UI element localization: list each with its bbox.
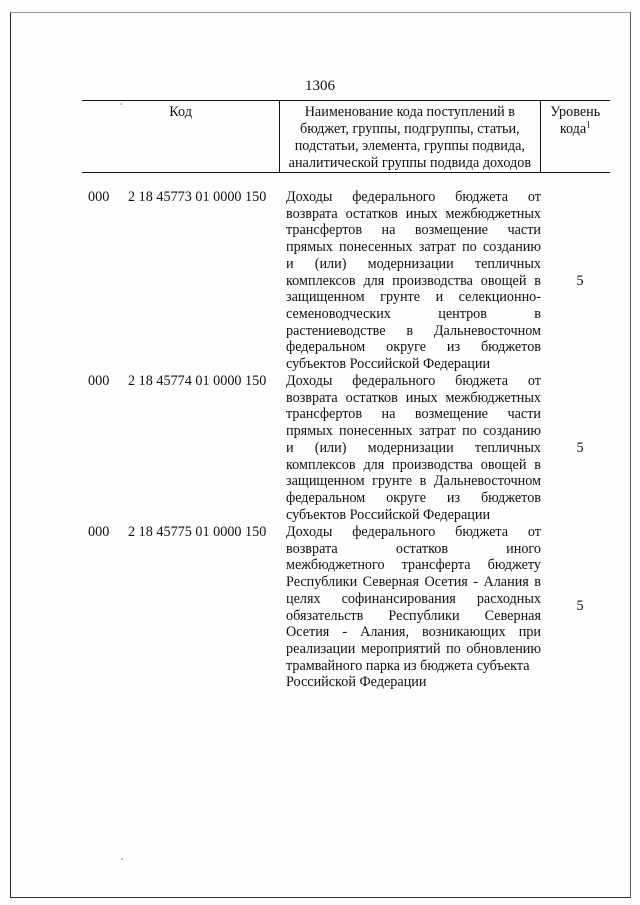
admin-code: 000: [88, 524, 110, 540]
code-level: 5: [576, 273, 584, 289]
income-code: 2 18 45773 01 0000 150: [128, 189, 267, 205]
description-line: Осетия - Алания, возникающих при: [286, 624, 541, 641]
income-description: [286, 373, 541, 523]
description-line: возврата остатков иных межбюджетных: [286, 389, 541, 406]
income-description: [286, 524, 541, 691]
description-line: Доходы федерального бюджета от: [286, 373, 541, 389]
description-line: целях софинансирования расходных: [286, 590, 541, 607]
description-line: и (или) модернизации тепличных: [286, 439, 541, 456]
description-line: прямых понесенных затрат по созданию: [286, 423, 541, 440]
description-line: трансфертов на возмещение части: [286, 406, 541, 423]
income-description: [286, 189, 541, 373]
admin-code: 000: [88, 189, 110, 205]
description-line: трамвайного парка из бюджета субъекта: [286, 657, 530, 674]
header-name-line: подстатьи, элемента, группы подвида,: [294, 138, 525, 154]
income-code: 2 18 45775 01 0000 150: [128, 524, 267, 540]
description-line: Доходы федерального бюджета от: [286, 189, 541, 205]
header-code: Код: [82, 101, 280, 173]
header-name: [280, 101, 540, 173]
description-line: федеральном округе из бюджетов: [286, 339, 541, 356]
table-header: [82, 100, 610, 173]
code-level: 5: [576, 440, 584, 456]
header-name-line: аналитической группы подвида доходов: [288, 155, 532, 171]
header-level-line1: Уровень: [550, 104, 601, 120]
header-level: [540, 101, 610, 173]
description-line: межбюджетного трансферта бюджету: [286, 557, 541, 574]
description-line: семеноводческих центров в: [286, 305, 541, 322]
description-line: растениеводстве в Дальневосточном: [286, 322, 541, 339]
description-line: защищенном грунте в Дальневосточном: [286, 473, 541, 490]
description-line: федеральном округе из бюджетов: [286, 489, 541, 506]
scan-speck: [121, 858, 123, 860]
description-line: комплексов для производства овощей в: [286, 272, 541, 289]
description-line: Российской Федерации: [286, 674, 427, 691]
footnote-mark: 1: [586, 119, 591, 130]
header-level-line2: кода: [559, 121, 587, 137]
description-line: субъектов Российской Федерации: [286, 356, 491, 373]
description-line: возврата остатков иного: [286, 540, 541, 557]
description-line: и (или) модернизации тепличных: [286, 255, 541, 272]
header-name-line: бюджет, группы, подгруппы, статьи,: [300, 121, 520, 137]
description-line: защищенном грунте и селекционно-: [286, 289, 541, 306]
description-line: возврата остатков иных межбюджетных: [286, 205, 541, 222]
description-line: Республики Северная Осетия - Алания в: [286, 574, 541, 591]
page-number: 1306: [305, 78, 335, 94]
description-line: прямых понесенных затрат по созданию: [286, 239, 541, 256]
description-line: трансфертов на возмещение части: [286, 222, 541, 239]
description-line: комплексов для производства овощей в: [286, 456, 541, 473]
admin-code: 000: [88, 373, 110, 389]
code-level: 5: [576, 598, 584, 614]
description-line: обязательств Республики Северная: [286, 607, 541, 624]
description-line: Доходы федерального бюджета от: [286, 524, 541, 540]
income-code: 2 18 45774 01 0000 150: [128, 373, 267, 389]
description-line: субъектов Российской Федерации: [286, 506, 491, 523]
description-line: реализации мероприятий по обновлению: [286, 640, 541, 657]
header-name-line: Наименование кода поступлений в: [304, 104, 515, 120]
